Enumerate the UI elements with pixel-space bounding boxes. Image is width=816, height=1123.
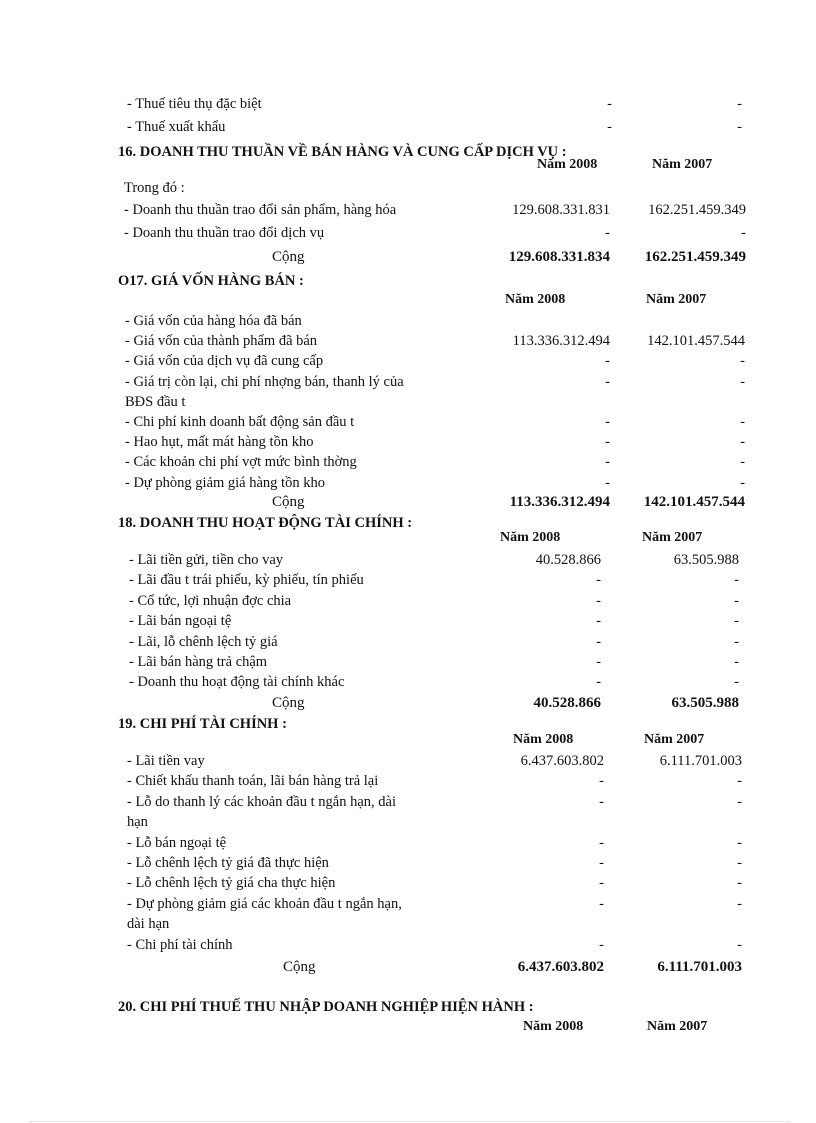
section-19-row-value-2007: - <box>737 936 742 953</box>
revenue-row-value-2008: - <box>605 225 610 241</box>
section-17-row-label: - Giá trị còn lại, chi phí nhợng bán, thanh lý của <box>125 373 404 390</box>
section-17-row-value-2007: - <box>740 434 745 451</box>
section-16-total-label: Cộng <box>272 249 305 265</box>
tax-row-value-2008: - <box>607 96 612 112</box>
section-18-row-value-2008: - <box>596 654 601 670</box>
section-17-heading: O17. GIÁ VỐN HÀNG BÁN : <box>118 273 304 289</box>
section-18-row <box>0 652 816 672</box>
section-18-row-value-2008: - <box>596 592 601 609</box>
section-19-row-label: dài hạn <box>127 916 170 933</box>
section-19-total <box>0 957 816 977</box>
section-19-row <box>0 812 816 832</box>
section-17-row-value-2007: 142.101.457.544 <box>647 333 745 350</box>
section-19-row-value-2008: - <box>599 875 604 892</box>
section-18-row <box>0 672 816 692</box>
section-19-row-value-2008: - <box>599 834 604 851</box>
section-17-row-value-2008: - <box>605 373 610 390</box>
section-19-heading: 19. CHI PHÍ TÀI CHÍNH : <box>118 716 287 732</box>
section-17-row-value-2008: - <box>605 434 610 451</box>
section-19-row-value-2007: - <box>737 773 742 790</box>
section-17-year-2007: Năm 2007 <box>646 292 707 307</box>
section-19-row <box>0 792 816 812</box>
section-17-row <box>0 331 816 351</box>
section-17-row-value-2007: - <box>740 474 745 491</box>
section-19-row-value-2007: - <box>737 895 742 912</box>
section-17-row-label: - Các khoản chi phí vợt mức bình thờng <box>125 454 357 471</box>
tax-row <box>0 94 816 114</box>
section-19-row-value-2008: - <box>599 895 604 912</box>
section-18-row-label: - Cổ tức, lợi nhuận đợc chia <box>129 592 292 609</box>
section-18-row-label: - Lãi, lỗ chênh lệch tỷ giá <box>129 633 278 650</box>
tax-row-value-2007: - <box>737 119 742 135</box>
section-19-total-value-2008: 6.437.603.802 <box>517 959 604 975</box>
section-18-row-value-2008: 40.528.866 <box>535 552 601 568</box>
section-17-row-label: - Dự phòng giảm giá hàng tồn kho <box>125 474 325 491</box>
section-18-heading: 18. DOANH THU HOẠT ĐỘNG TÀI CHÍNH : <box>118 515 413 531</box>
section-18-row-value-2007: - <box>734 633 739 650</box>
section-19-row <box>0 914 816 934</box>
section-17-row-label: - Giá vốn của thành phẩm đã bán <box>125 333 318 350</box>
section-19-row-value-2008: - <box>599 773 604 790</box>
section-19-row-value-2007: - <box>737 875 742 892</box>
section-19-row-value-2007: 6.111.701.003 <box>659 753 742 769</box>
revenue-row-value-2007: - <box>741 225 746 241</box>
section-19-total-label: Cộng <box>283 959 316 975</box>
section-17-total-value-2008: 113.336.312.494 <box>509 494 610 510</box>
tax-row-value-2007: - <box>737 96 742 112</box>
section-18-row-label: - Lãi bán hàng trả chậm <box>129 654 268 670</box>
section-17-year-2008: Năm 2008 <box>505 292 566 307</box>
section-19-row-value-2007: - <box>737 855 742 871</box>
section-19-row <box>0 853 816 873</box>
section-17-row <box>0 452 816 472</box>
section-18-year-2007: Năm 2007 <box>642 530 703 545</box>
section-17-total-label: Cộng <box>272 494 305 510</box>
section-19-row-label: hạn <box>127 814 148 831</box>
section-17-total-value-2007: 142.101.457.544 <box>643 494 745 510</box>
tax-row <box>0 117 816 137</box>
section-18-year-2008: Năm 2008 <box>500 530 561 545</box>
section-18-row-value-2007: - <box>734 654 739 670</box>
section-19-row-value-2008: 6.437.603.802 <box>520 753 604 769</box>
section-17-row-value-2008: - <box>605 414 610 430</box>
section-17-row <box>0 473 816 493</box>
section-18-row-value-2007: - <box>734 674 739 691</box>
section-18-row <box>0 591 816 611</box>
section-19-row-label: - Lỗ chênh lệch tỷ giá đã thực hiện <box>127 855 329 871</box>
section-19-row-value-2008: - <box>599 855 604 871</box>
section-18-row-label: - Lãi bán ngoại tệ <box>129 613 232 630</box>
section-19-total-value-2007: 6.111.701.003 <box>657 959 742 975</box>
section-17-row-value-2008: - <box>605 454 610 471</box>
section-17-row <box>0 372 816 392</box>
revenue-row-label: - Doanh thu thuần trao đổi sản phẩm, hàng hóa <box>124 202 397 218</box>
revenue-row-label: - Doanh thu thuần trao đổi dịch vụ <box>124 225 325 241</box>
section-20-year-2008: Năm 2008 <box>523 1019 584 1034</box>
section-19-row-value-2008: - <box>599 793 604 810</box>
revenue-row <box>0 200 816 220</box>
section-19-row-label: - Chi phí tài chính <box>127 936 233 953</box>
section-17-row-value-2007: - <box>740 454 745 471</box>
section-19-row-label: - Chiết khấu thanh toán, lãi bán hàng trả lại <box>127 773 379 790</box>
section-18-total-value-2007: 63.505.988 <box>671 695 739 711</box>
section-18-row <box>0 550 816 570</box>
section-19-row <box>0 935 816 955</box>
revenue-row-value-2007: 162.251.459.349 <box>648 202 746 218</box>
section-17-row <box>0 311 816 331</box>
section-18-row-value-2008: - <box>596 572 601 589</box>
tax-row-label: - Thuế tiêu thụ đặc biệt <box>127 96 262 112</box>
page-bottom-divider <box>30 1121 790 1122</box>
section-16-total-value-2008: 129.608.331.834 <box>508 249 610 265</box>
section-17-row-value-2008: - <box>605 474 610 491</box>
section-19-row-label: - Lỗ bán ngoại tệ <box>127 834 227 851</box>
section-17-row-label: BĐS đầu t <box>125 393 186 410</box>
section-19-row-label: - Lỗ chênh lệch tỷ giá cha thực hiện <box>127 875 336 892</box>
section-19-year-2008: Năm 2008 <box>513 732 574 747</box>
section-17-row-label: - Giá vốn của hàng hóa đã bán <box>125 313 302 329</box>
section-18-row-value-2007: - <box>734 572 739 589</box>
section-18-row-label: - Doanh thu hoạt động tài chính khác <box>129 674 345 691</box>
section-16-year-2008: Năm 2008 <box>537 157 598 172</box>
section-16-total <box>0 247 816 267</box>
section-18-row <box>0 611 816 631</box>
section-17-row <box>0 351 816 371</box>
section-18-total <box>0 693 816 713</box>
section-17-row-value-2007: - <box>740 373 745 390</box>
section-17-row <box>0 412 816 432</box>
revenue-row-value-2008: 129.608.331.831 <box>512 202 610 218</box>
section-17-row-label: - Giá vốn của dịch vụ đã cung cấp <box>125 353 324 370</box>
section-19-row-label: - Dự phòng giảm giá các khoản đầu t ngắn hạn, <box>127 895 402 912</box>
section-19-row-label: - Lỗ do thanh lý các khoản đầu t ngắn hạn, dài <box>127 793 396 810</box>
section-16-heading: 16. DOANH THU THUẦN VỀ BÁN HÀNG VÀ CUNG CẤP DỊCH VỤ : <box>118 144 567 160</box>
section-19-row <box>0 833 816 853</box>
section-17-row-value-2008: 113.336.312.494 <box>512 333 610 350</box>
section-18-row <box>0 632 816 652</box>
tax-row-label: - Thuế xuất khẩu <box>127 119 226 135</box>
section-19-row-label: - Lãi tiền vay <box>127 753 205 769</box>
section-18-row-label: - Lãi tiền gửi, tiền cho vay <box>129 552 284 568</box>
section-17-row-label: - Hao hụt, mất mát hàng tồn kho <box>125 434 314 451</box>
section-19-year-2007: Năm 2007 <box>644 732 705 747</box>
section-20-year-2007: Năm 2007 <box>647 1019 708 1034</box>
section-18-row-value-2007: 63.505.988 <box>673 552 739 568</box>
section-19-row-value-2008: - <box>599 936 604 953</box>
section-18-row <box>0 570 816 590</box>
section-17-row <box>0 392 816 412</box>
tax-row-value-2008: - <box>607 119 612 135</box>
section-17-row-value-2007: - <box>740 353 745 370</box>
section-19-row <box>0 771 816 791</box>
section-18-row-value-2008: - <box>596 613 601 630</box>
section-18-row-value-2007: - <box>734 613 739 630</box>
section-18-row-value-2008: - <box>596 633 601 650</box>
section-17-row-label: - Chi phí kinh doanh bất động sản đầu t <box>125 414 355 430</box>
section-17-row <box>0 432 816 452</box>
section-18-row-value-2007: - <box>734 592 739 609</box>
section-17-total <box>0 492 816 512</box>
section-17-row-value-2008: - <box>605 353 610 370</box>
section-17-row-value-2007: - <box>740 414 745 430</box>
section-16-note: Trong đó : <box>124 180 185 196</box>
section-18-total-label: Cộng <box>272 695 305 711</box>
section-18-row-value-2008: - <box>596 674 601 691</box>
section-19-row-value-2007: - <box>737 834 742 851</box>
section-16-total-value-2007: 162.251.459.349 <box>644 249 746 265</box>
revenue-row <box>0 223 816 243</box>
section-19-row <box>0 894 816 914</box>
section-19-row-value-2007: - <box>737 793 742 810</box>
section-19-row <box>0 751 816 771</box>
section-16-year-2007: Năm 2007 <box>652 157 713 172</box>
section-20-heading: 20. CHI PHÍ THUẾ THU NHẬP DOANH NGHIỆP HIỆN HÀNH : <box>118 999 534 1015</box>
section-18-row-label: - Lãi đầu t trái phiếu, kỳ phiếu, tín phiếu <box>129 572 364 589</box>
section-19-row <box>0 873 816 893</box>
section-18-total-value-2008: 40.528.866 <box>533 695 601 711</box>
